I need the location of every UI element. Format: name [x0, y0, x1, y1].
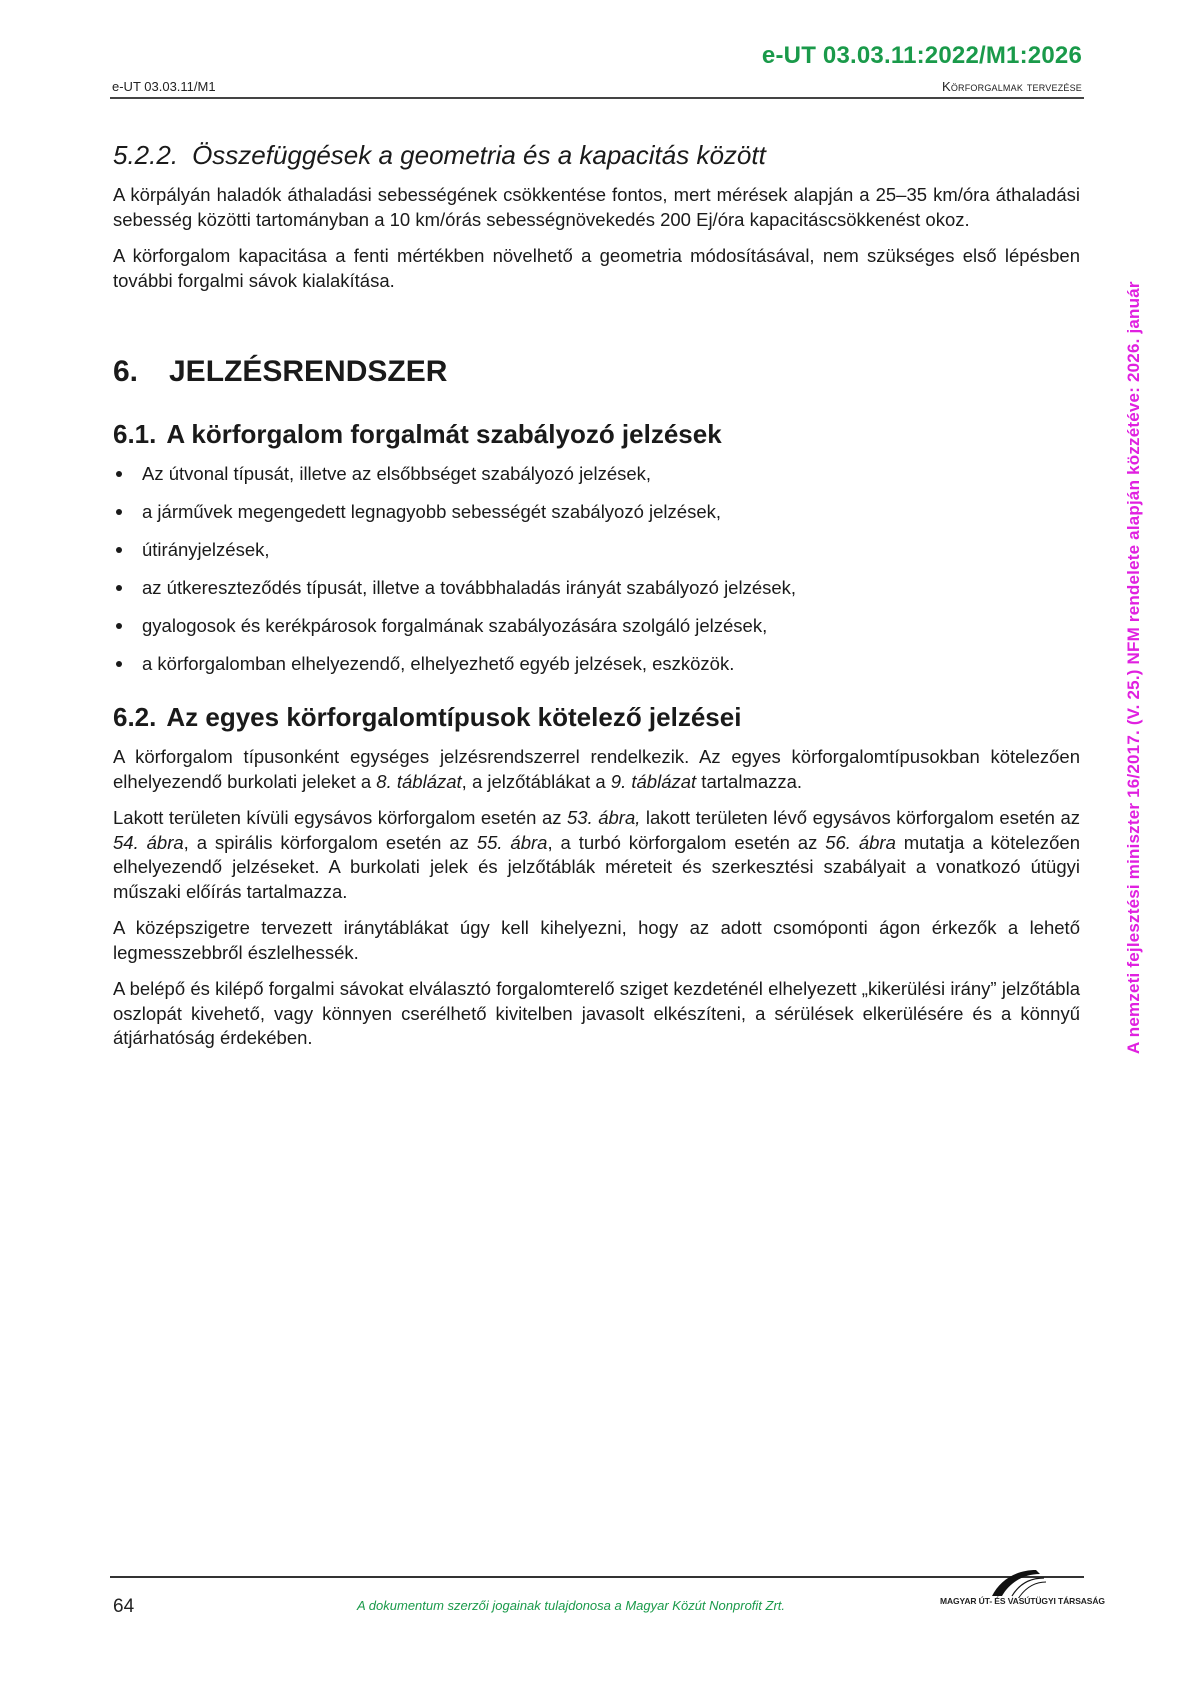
bullet-icon	[116, 585, 122, 591]
figure-reference: 56. ábra	[825, 831, 896, 853]
bullet-icon	[116, 509, 122, 515]
section-title: Összefüggések a geometria és a kapacitás között	[192, 140, 766, 170]
section-heading-6-1	[113, 419, 1080, 450]
page-number: 64	[113, 1596, 135, 1617]
footer-divider	[110, 1576, 1084, 1578]
signal-types-list	[113, 462, 1080, 676]
chapter-number: 6.	[113, 355, 139, 388]
section-heading-6-2	[113, 702, 1080, 733]
paragraph: A körpályán haladók áthaladási sebességének csökkentése fontos, mert mérések alapján a 25–35 km/óra áthaladási sebesség közötti tartományban a 10 km/órás sebességnövekedés 200 Ej/óra kapacitáscsökkenést okoz.	[113, 184, 1080, 230]
list-item: a járművek megengedett legnagyobb sebességét szabályozó jelzések,	[113, 500, 1080, 524]
publication-notice: A nemzeti fejlesztési miniszter 16/2017. (V. 25.) NFM rendelete alapján közzétéve: 2026. január	[1124, 281, 1143, 1054]
document-code: e-UT 03.03.11:2022/M1:2026	[761, 42, 1082, 69]
bullet-icon	[116, 623, 122, 629]
list-item: Az útvonal típusát, illetve az elsőbbséget szabályozó jelzések,	[113, 462, 1080, 486]
chapter-title: JELZÉSRENDSZER	[169, 355, 448, 388]
table-reference: 8. táblázat	[376, 770, 462, 792]
paragraph: A körforgalom kapacitása a fenti mértékben növelhető a geometria módosításával, nem szükséges első lépésben további forgalmi sávok kialakítása.	[113, 245, 1080, 291]
paragraph: A belépő és kilépő forgalmi sávokat elválasztó forgalomterelő sziget kezdeténél elhelyezett „kikerülési irány” jelzőtábla oszlopát kivehető, vagy könnyen cserélhető kivitelben javasolt elkészíteni, a sérülések elkerülésére és a könnyű átjárhatóság érdekében.	[113, 978, 1080, 1048]
bullet-icon	[116, 471, 122, 477]
page-content	[113, 140, 1080, 1063]
list-item: az útkereszteződés típusát, illetve a továbbhaladás irányát szabályozó jelzések,	[113, 576, 1080, 600]
section-number: 6.2.	[113, 702, 157, 732]
bullet-icon	[116, 661, 122, 667]
header-divider	[110, 97, 1084, 99]
list-item: útirányjelzések,	[113, 538, 1080, 562]
copyright-notice: A dokumentum szerzői jogainak tulajdonosa a Magyar Közút Nonprofit Zrt.	[357, 1598, 786, 1613]
bullet-icon	[116, 547, 122, 553]
section-title: Az egyes körforgalomtípusok kötelező jelzései	[166, 702, 742, 732]
list-item: gyalogosok és kerékpárosok forgalmának szabályozására szolgáló jelzések,	[113, 614, 1080, 638]
figure-reference: 53. ábra,	[567, 807, 641, 828]
section-heading-5-2-2	[113, 140, 1080, 171]
paragraph: A középszigetre tervezett iránytáblákat úgy kell kihelyezni, hogy az adott csomóponti ágon érkezők a lehető legmesszebbről észlelhessék.	[113, 917, 1080, 963]
figure-reference: 55. ábra	[476, 831, 548, 853]
section-title: A körforgalom forgalmát szabályozó jelzések	[166, 419, 722, 449]
society-logo	[940, 1566, 1105, 1616]
list-item: a körforgalomban elhelyezendő, elhelyezhető egyéb jelzések, eszközök.	[113, 652, 1080, 676]
section-number: 5.2.2.	[113, 140, 179, 170]
section-number: 6.1.	[113, 419, 157, 449]
paragraph: Lakott területen kívüli egysávos körforgalom esetén az 53. ábra, lakott területen lévő egysávos körforgalom esetén az 54. ábra, a spirális körforgalom esetén az 55. ábra, a turbó körforgalom esetén az 56. ábra mutatja a kötelezően elhelyezendő jelzéseket. A burkolati jelek és jelzőtáblák méreteit és szerkesztési szabályait a vonatkozó útügyi műszaki előírás tartalmazza.	[113, 807, 1081, 902]
header-right-label: Körforgalmak tervezése	[941, 79, 1082, 94]
figure-reference: 54. ábra	[113, 831, 184, 853]
paragraph: A körforgalom típusonként egységes jelzésrendszerrel rendelkezik. Az egyes körforgalomtípusokban kötelezően elhelyezendő burkolati jeleket a 8. táblázat, a jelzőtáblákat a 9. táblázat tartalmazza.	[113, 746, 1080, 792]
header-left-label: e-UT 03.03.11/M1	[112, 79, 216, 94]
logo-text: MAGYAR ÚT- ÉS VASÚTÜGYI TÁRSASÁG	[940, 1596, 1105, 1606]
chapter-heading-6	[113, 355, 1080, 389]
road-curve-logo-icon	[990, 1566, 1050, 1598]
table-reference: 9. táblázat	[610, 770, 697, 792]
